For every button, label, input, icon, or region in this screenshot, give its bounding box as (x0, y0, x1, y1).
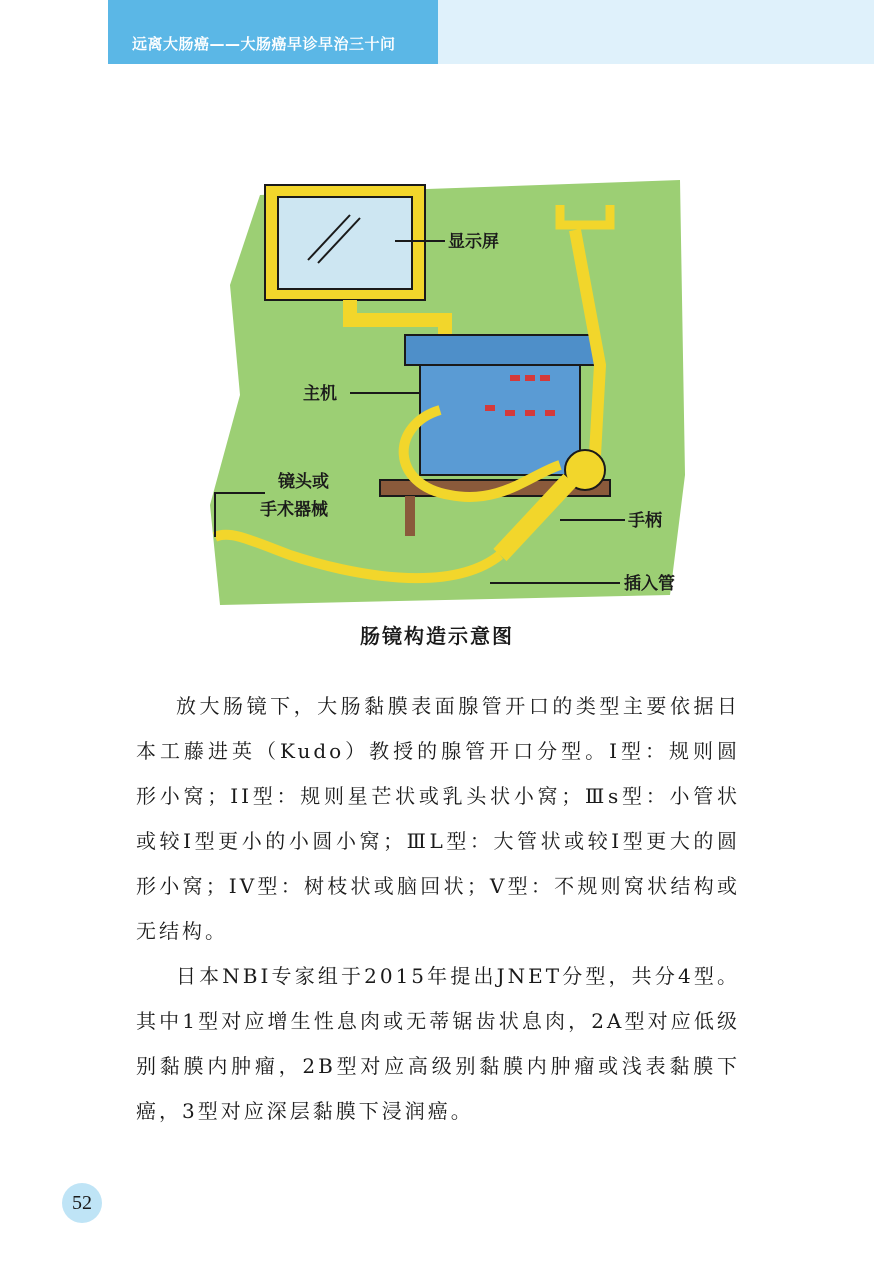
indicator-light (540, 375, 550, 381)
indicator-light (485, 405, 495, 411)
indicator-light (525, 410, 535, 416)
indicator-light (525, 375, 535, 381)
label-screen: 显示屏 (448, 232, 499, 252)
host-body (420, 365, 580, 475)
figure-caption: 肠镜构造示意图 (360, 624, 514, 648)
indicator-light (545, 410, 555, 416)
label-host: 主机 (303, 384, 337, 404)
running-header-title: 远离大肠癌——大肠癌早诊早治三十问 (132, 35, 396, 53)
indicator-light (505, 410, 515, 416)
colonoscope-diagram (200, 175, 700, 615)
label-lens: 镜头或 (278, 472, 329, 492)
label-instruments: 手术器械 (260, 500, 328, 520)
colonoscope-illustration (200, 175, 700, 615)
label-insertion-tube: 插入管 (624, 574, 675, 594)
page-number: 52 (62, 1183, 102, 1223)
paragraph-jnet: 日本NBI专家组于2015年提出JNET分型，共分4型。其中1型对应增生性息肉或无蒂锯齿状息肉，2A型对应低级别黏膜内肿瘤，2B型对应高级别黏膜内肿瘤或浅表黏膜下癌，3型对应深层黏膜下浸润癌。 (136, 964, 740, 1123)
body-text (136, 684, 740, 1134)
host-top (405, 335, 595, 365)
table-leg (405, 496, 415, 536)
monitor-screen (278, 197, 412, 289)
indicator-light (510, 375, 520, 381)
header-tab (108, 0, 438, 64)
label-handle: 手柄 (628, 511, 662, 531)
paragraph-kudo: 放大肠镜下，大肠黏膜表面腺管开口的类型主要依据日本工藤进英（Kudo）教授的腺管开口分型。I型：规则圆形小窝；II型：规则星芒状或乳头状小窝；Ⅲs型：小管状或较I型更小的小圆小窝；ⅢL型：大管状或较I型更大的圆形小窝；IV型：树枝状或脑回状；V型：不规则窝状结构或无结构。 (136, 694, 740, 943)
